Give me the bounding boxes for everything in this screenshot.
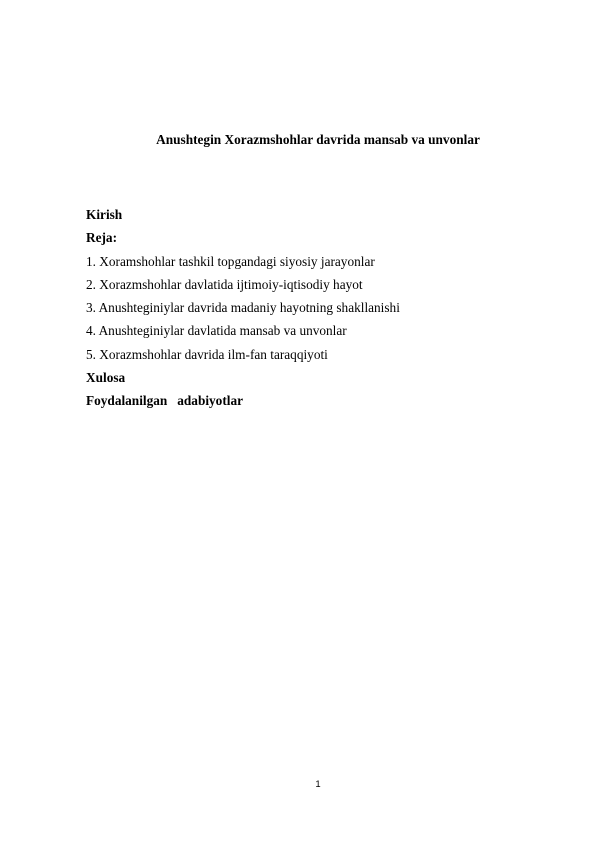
document-title: Anushtegin Xorazmshohlar davrida mansab va unvonlar [156,132,480,147]
plan-item-5: 5. Xorazmshohlar davrida ilm-fan taraqqiyoti [86,346,328,362]
plan-item-3: 3. Anushteginiylar davrida madaniy hayotning shakllanishi [86,300,400,316]
plan-item-1: 1. Xoramshohlar tashkil topgandagi siyosiy jarayonlar [86,253,375,269]
intro-heading: Kirish [86,207,123,222]
plan-item-4: 4. Anushteginiylar davlatida mansab va unvonlar [86,323,347,339]
document-body [86,203,546,413]
plan-item-2: 2. Xorazmshohlar davlatida ijtimoiy-iqtisodiy hayot [86,276,363,292]
plan-heading: Reja: [86,230,118,246]
conclusion-heading: Xulosa [86,370,126,386]
page-number: 1 [315,779,321,790]
references-heading: Foydalanilgan adabiyotlar [86,393,244,409]
